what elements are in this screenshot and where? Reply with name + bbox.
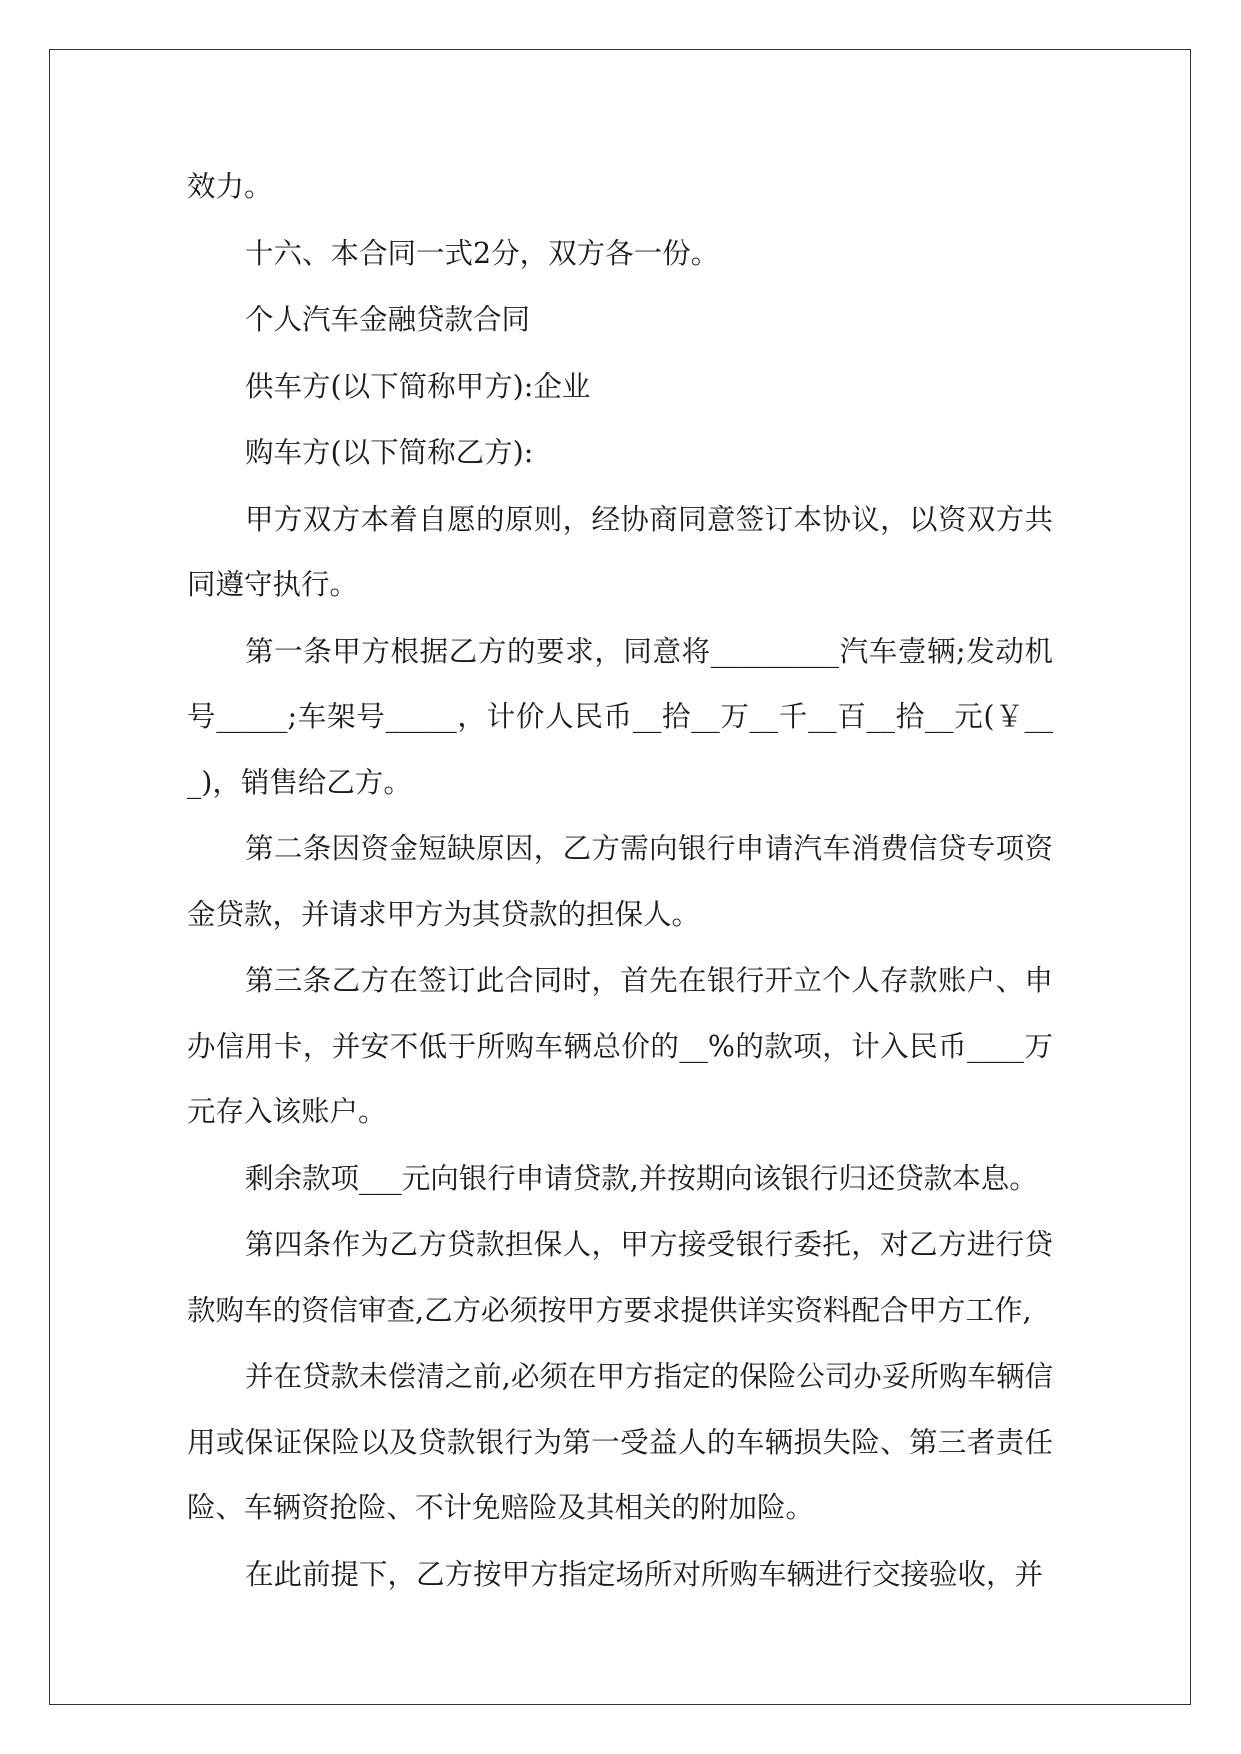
document-body: [187, 154, 1053, 1608]
paragraph-9: 第三条乙方在签订此合同时，首先在银行开立个人存款账户、申办信用卡，并安不低于所购车辆总价的__%的款项，计入民币____万元存入该账户。: [187, 964, 1053, 1128]
paragraph-3: 个人汽车金融贷款合同: [245, 303, 531, 336]
paragraph-12: 并在贷款未偿清之前,必须在甲方指定的保险公司办妥所购车辆信用或保证保险以及贷款银行为第一受益人的车辆损失险、第三者责任险、车辆资抢险、不计免赔险及其相关的附加险。: [187, 1360, 1053, 1524]
paragraph-13: 在此前提下，乙方按甲方指定场所对所购车辆进行交接验收，并: [245, 1557, 1044, 1591]
paragraph-7: 第一条甲方根据乙方的要求，同意将_________汽车壹辆;发动机号_____;车架号_____，计价人民币__拾__万__千__百__拾__元(￥___)，销售给乙方。: [187, 634, 1053, 799]
paragraph-1: 效力。: [187, 170, 273, 203]
paragraph-8: 第二条因资金短缺原因，乙方需向银行申请汽车消费信贷专项资金贷款，并请求甲方为其贷款的担保人。: [187, 832, 1053, 931]
paragraph-5: 购车方(以下简称乙方):: [245, 436, 534, 469]
paragraph-10: 剩余款项___元向银行申请贷款,并按期向该银行归还贷款本息。: [245, 1161, 1038, 1195]
paragraph-6: 甲方双方本着自愿的原则，经协商同意签订本协议，以资双方共同遵守执行。: [187, 502, 1053, 601]
paragraph-2: 十六、本合同一式2分，双方各一份。: [245, 236, 720, 270]
paragraph-4: 供车方(以下简称甲方):企业: [245, 369, 591, 403]
paragraph-11: 第四条作为乙方贷款担保人，甲方接受银行委托，对乙方进行贷款购车的资信审查,乙方必须按甲方要求提供详实资料配合甲方工作,: [187, 1228, 1053, 1327]
